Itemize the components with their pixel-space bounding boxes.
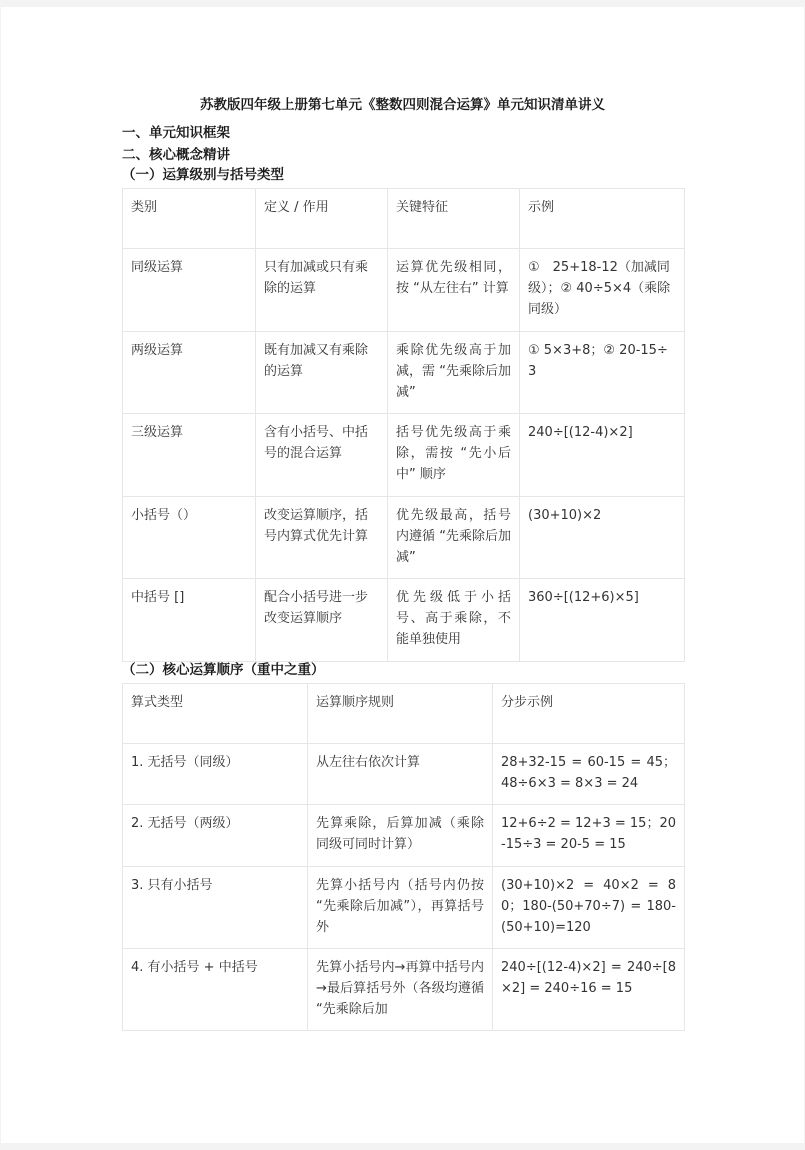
cell-features: 优先级低于小括号、高于乘除，不能单独使用	[388, 579, 520, 662]
cell-step-example: 240÷[(12-4)×2] = 240÷[8×2] = 240÷16 = 15	[493, 949, 685, 1031]
header-cell-category: 类别	[123, 189, 256, 249]
table-header-row	[123, 189, 685, 249]
cell-step-example: 12+6÷2 = 12+3 = 15；20-15÷3 = 20-5 = 15	[493, 805, 685, 867]
cell-example: 240÷[(12-4)×2]	[520, 414, 685, 497]
header-cell-order-rule: 运算顺序规则	[308, 684, 493, 744]
cell-definition: 既有加减又有乘除的运算	[256, 332, 388, 414]
cell-example: (30+10)×2	[520, 497, 685, 579]
table-row	[123, 949, 685, 1031]
cell-order-rule: 从左往右依次计算	[308, 744, 493, 805]
document-title: 苏教版四年级上册第七单元《整数四则混合运算》单元知识清单讲义	[200, 97, 605, 113]
cell-order-rule: 先算乘除，后算加减（乘除同级可同时计算）	[308, 805, 493, 867]
operation-levels-table	[122, 188, 685, 662]
cell-category: 同级运算	[123, 249, 256, 332]
cell-features: 运算优先级相同，按 “从左往右” 计算	[388, 249, 520, 332]
cell-category: 小括号（）	[123, 497, 256, 579]
table-row	[123, 867, 685, 949]
cell-definition: 配合小括号进一步改变运算顺序	[256, 579, 388, 662]
section-heading-core-concepts: 二、核心概念精讲	[122, 147, 230, 163]
cell-order-rule: 先算小括号内→再算中括号内→最后算括号外（各级均遵循 “先乘除后加	[308, 949, 493, 1031]
cell-definition: 改变运算顺序，括号内算式优先计算	[256, 497, 388, 579]
table-row	[123, 497, 685, 579]
operation-order-table	[122, 683, 685, 1031]
cell-definition: 只有加减或只有乘除的运算	[256, 249, 388, 332]
cell-order-rule: 先算小括号内（括号内仍按 “先乘除后加减”），再算括号外	[308, 867, 493, 949]
table-row	[123, 249, 685, 332]
cell-features: 优先级最高，括号内遵循 “先乘除后加减”	[388, 497, 520, 579]
subsection-heading-operation-levels: （一）运算级别与括号类型	[122, 167, 284, 183]
cell-example: ① 5×3+8；② 20-15÷3	[520, 332, 685, 414]
table-header-row	[123, 684, 685, 744]
cell-features: 乘除优先级高于加减，需 “先乘除后加减”	[388, 332, 520, 414]
cell-expression-type: 4. 有小括号 + 中括号	[123, 949, 308, 1031]
header-cell-step-example: 分步示例	[493, 684, 685, 744]
cell-definition: 含有小括号、中括号的混合运算	[256, 414, 388, 497]
table-row	[123, 414, 685, 497]
cell-features: 括号优先级高于乘除，需按 “先小后中” 顺序	[388, 414, 520, 497]
cell-category: 中括号 []	[123, 579, 256, 662]
header-cell-features: 关键特征	[388, 189, 520, 249]
cell-category: 两级运算	[123, 332, 256, 414]
table-row	[123, 579, 685, 662]
table-row	[123, 332, 685, 414]
cell-expression-type: 3. 只有小括号	[123, 867, 308, 949]
cell-example: 360÷[(12+6)×5]	[520, 579, 685, 662]
header-cell-example: 示例	[520, 189, 685, 249]
table-row	[123, 744, 685, 805]
table-row	[123, 805, 685, 867]
cell-expression-type: 1. 无括号（同级）	[123, 744, 308, 805]
header-cell-definition: 定义 / 作用	[256, 189, 388, 249]
cell-example: ① 25+18-12（加减同级）；② 40÷5×4（乘除同级）	[520, 249, 685, 332]
cell-step-example: 28+32-15 = 60-15 = 45；48÷6×3 = 8×3 = 24	[493, 744, 685, 805]
cell-category: 三级运算	[123, 414, 256, 497]
header-cell-expression-type: 算式类型	[123, 684, 308, 744]
cell-expression-type: 2. 无括号（两级）	[123, 805, 308, 867]
subsection-heading-operation-order: （二）核心运算顺序（重中之重）	[122, 662, 325, 678]
cell-step-example: (30+10)×2 = 40×2 = 80；180-(50+70÷7) = 180-(50+10)=120	[493, 867, 685, 949]
section-heading-framework: 一、单元知识框架	[122, 125, 230, 141]
